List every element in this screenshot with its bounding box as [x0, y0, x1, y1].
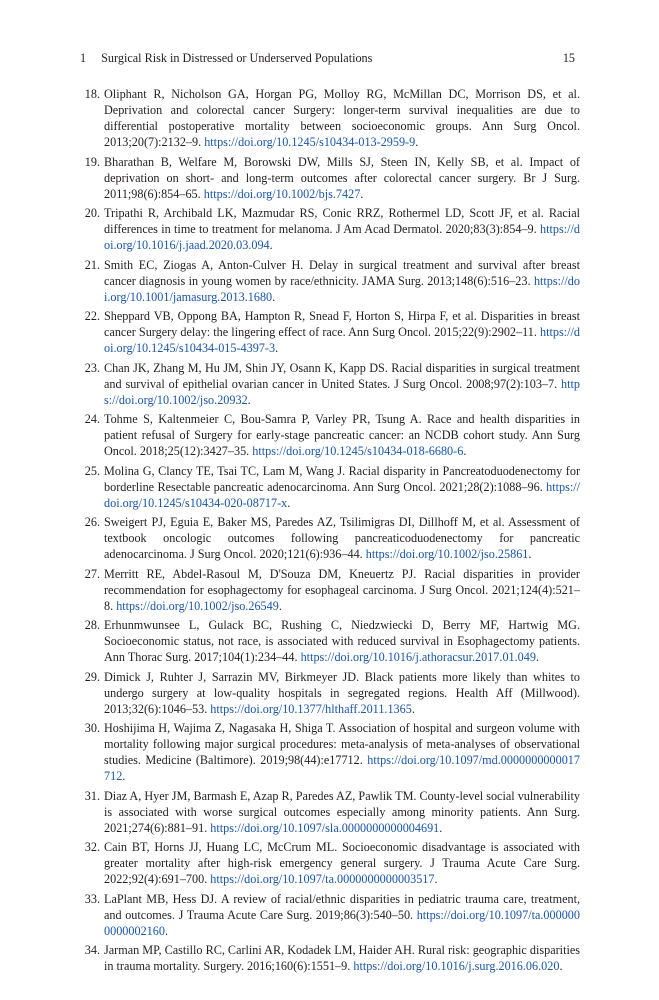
- reference-item: [80, 360, 580, 408]
- chapter-number: 1: [80, 51, 87, 65]
- reference-body: [104, 839, 580, 887]
- reference-body: [104, 669, 580, 717]
- reference-number: 31.: [84, 788, 100, 803]
- reference-body: [104, 411, 580, 459]
- reference-text: Tripathi R, Archibald LK, Mazmudar RS, Conic RRZ, Rothermel LD, Scott JF, et al. Racial differences in time to treatment for melanoma. J Am Acad Dermatol. 2020;83(3):854–9.: [104, 206, 580, 236]
- reference-item: [80, 154, 580, 202]
- reference-number: 29.: [84, 669, 100, 684]
- doi-link[interactable]: https://doi.org/10.1245/s10434-018-6680-6: [252, 444, 464, 458]
- reference-tail: .: [528, 547, 532, 561]
- reference-tail: .: [439, 820, 443, 835]
- doi-link[interactable]: https://doi.org/10.1097/md.0000000000017712: [104, 753, 580, 783]
- doi-link[interactable]: https://doi.org/10.1097/ta.0000000000003517: [210, 872, 435, 886]
- reference-text: Cain BT, Horns JJ, Huang LC, McCrum ML. Socioeconomic disadvantage is associated with greater mortality after high-risk emergency general surgery. J Trauma Acute Care Surg. 2022;92(4):691–700.: [104, 840, 580, 886]
- reference-tail: .: [559, 959, 563, 973]
- doi-link[interactable]: https://doi.org/10.1016/j.athoracsur.2017.01.049: [300, 650, 536, 664]
- reference-text: Smith EC, Ziogas A, Anton-Culver H. Delay in surgical treatment and survival after breast cancer diagnosis in young women by race/ethnicity. JAMA Surg. 2013;148(6):516–23.: [104, 257, 580, 288]
- reference-number: 18.: [84, 87, 100, 101]
- reference-text: Hoshijima H, Wajima Z, Nagasaka H, Shiga T. Association of hospital and surgeon volume with mortality following major surgical procedures: meta-analysis of meta-analyses of observational studies. Medicine (Baltimore). 2019;98(44):e17712.: [104, 721, 580, 767]
- doi-link[interactable]: https://doi.org/10.1245/s10434-020-08717-x: [104, 479, 580, 510]
- reference-number: 32.: [84, 840, 100, 854]
- doi-link[interactable]: https://doi.org/10.1245/s10434-013-2959-9: [204, 135, 416, 149]
- reference-text: Tohme S, Kaltenmeier C, Bou-Samra P, Varley PR, Tsung A. Race and health disparities in patient refusal of Surgery for early-stage pancreatic cancer: an NCDB cohort study. Ann Surg Oncol. 2018;25(12):3427–35.: [104, 412, 580, 458]
- reference-item: [80, 86, 580, 150]
- chapter-heading: [80, 50, 372, 66]
- reference-text: Jarman MP, Castillo RC, Carlini AR, Kodadek LM, Haider AH. Rural risk: geographic disparities in trauma mortality. Surgery. 2016;160(6):1551–9.: [104, 943, 580, 973]
- reference-body: [104, 891, 580, 939]
- reference-tail: .: [287, 495, 291, 510]
- reference-body: [104, 720, 580, 784]
- reference-tail: .: [122, 769, 126, 783]
- reference-body: [104, 514, 580, 562]
- reference-item: [80, 411, 580, 459]
- reference-item: [80, 308, 580, 356]
- reference-tail: .: [269, 238, 273, 252]
- reference-item: [80, 205, 580, 253]
- reference-body: [104, 788, 580, 836]
- doi-link[interactable]: https://doi.org/10.1002/jso.25861: [365, 547, 529, 561]
- reference-text: LaPlant MB, Hess DJ. A review of racial/ethnic disparities in pediatric trauma care, treatment, and outcomes. J Trauma Acute Care Surg. 2019;86(3):540–50.: [104, 891, 580, 922]
- reference-text: Bharathan B, Welfare M, Borowski DW, Mills SJ, Steen IN, Kelly SB, et al. Impact of deprivation on short- and long-term outcomes after colorectal cancer surgery. Br J Surg. 2011;98(6):854–65.: [104, 154, 580, 201]
- reference-text: Dimick J, Ruhter J, Sarrazin MV, Birkmeyer JD. Black patients more likely than whites to undergo surgery at low-quality hospitals in segregated regions. Health Aff (Millwood). 2013;32(6):1046–53.: [104, 669, 580, 716]
- reference-number: 34.: [84, 943, 100, 957]
- reference-item: [80, 891, 580, 939]
- doi-link[interactable]: https://doi.org/10.1245/s10434-015-4397-3: [104, 325, 580, 355]
- reference-tail: .: [415, 135, 419, 149]
- reference-body: [104, 360, 580, 408]
- reference-item: [80, 257, 580, 305]
- reference-text: Diaz A, Hyer JM, Barmash E, Azap R, Paredes AZ, Pawlik TM. County-level social vulnerability is associated with worse surgical outcomes especially among minority patients. Ann Surg. 2021;274(6):881–91.: [104, 788, 580, 835]
- reference-text: Sheppard VB, Oppong BA, Hampton R, Snead F, Horton S, Hirpa F, et al. Disparities in breast cancer Surgery delay: the lingering effect of race. Ann Surg Oncol. 2015;22(9):2902–11.: [104, 309, 580, 339]
- reference-body: [104, 257, 580, 305]
- reference-number: 22.: [84, 309, 100, 323]
- reference-number: 30.: [84, 721, 100, 735]
- reference-tail: .: [164, 923, 168, 938]
- reference-tail: .: [535, 650, 540, 664]
- reference-number: 23.: [84, 360, 100, 375]
- reference-body: [104, 154, 580, 202]
- reference-tail: .: [272, 289, 276, 304]
- reference-item: [80, 669, 580, 717]
- reference-item: [80, 566, 580, 614]
- reference-tail: .: [247, 392, 251, 407]
- doi-link[interactable]: https://doi.org/10.1377/hlthaff.2011.1365: [210, 701, 412, 716]
- reference-item: [80, 463, 580, 511]
- reference-number: 24.: [84, 412, 100, 426]
- doi-link[interactable]: https://doi.org/10.1016/j.jaad.2020.03.094: [104, 222, 580, 252]
- reference-item: [80, 617, 580, 665]
- reference-item: [80, 942, 580, 974]
- reference-text: Chan JK, Zhang M, Hu JM, Shin JY, Osann K, Kapp DS. Racial disparities in surgical treatment and survival of epithelial ovarian cancer in United States. J Surg Oncol. 2008;97(2):103–7.: [104, 360, 580, 391]
- reference-number: 27.: [84, 566, 100, 581]
- reference-number: 26.: [84, 515, 100, 529]
- doi-link[interactable]: https://doi.org/10.1002/jso.26549: [116, 598, 279, 613]
- doi-link[interactable]: https://doi.org/10.1002/bjs.7427: [203, 186, 361, 201]
- reference-body: [104, 308, 580, 356]
- doi-link[interactable]: https://doi.org/10.1001/jamasurg.2013.1680: [104, 273, 580, 304]
- reference-text: Molina G, Clancy TE, Tsai TC, Lam M, Wang J. Racial disparity in Pancreatoduodenectomy for borderline Resectable pancreatic adenocarcinoma. Ann Surg Oncol. 2021;28(2):1088–96.: [104, 463, 580, 494]
- doi-link[interactable]: https://doi.org/10.1097/ta.0000000000002160: [104, 907, 580, 938]
- reference-body: [104, 86, 580, 150]
- reference-tail: .: [434, 872, 438, 886]
- reference-body: [104, 566, 580, 614]
- reference-item: [80, 839, 580, 887]
- reference-number: 25.: [84, 463, 100, 478]
- reference-number: 19.: [84, 154, 100, 169]
- reference-body: [104, 942, 580, 974]
- reference-body: [104, 463, 580, 511]
- reference-number: 20.: [84, 206, 100, 220]
- doi-link[interactable]: https://doi.org/10.1097/sla.0000000000004691: [210, 820, 440, 835]
- reference-item: [80, 788, 580, 836]
- reference-number: 21.: [84, 257, 100, 272]
- reference-text: Erhunmwunsee L, Gulack BC, Rushing C, Niedzwiecki D, Berry MF, Hartwig MG. Socioeconomic status, not race, is associated with reduced survival in Esophagectomy patients. Ann Thorac Surg. 2017;104(1):234–44.: [104, 618, 580, 664]
- reference-tail: .: [411, 701, 415, 716]
- reference-text: Oliphant R, Nicholson GA, Horgan PG, Molloy RG, McMillan DC, Morrison DS, et al. Deprivation and colorectal cancer Surgery: longer-term survival inequalities are due to differential postoperative mortality between socioeconomic groups. Ann Surg Oncol. 2013;20(7):2132–9.: [104, 87, 580, 149]
- reference-tail: .: [360, 186, 364, 201]
- reference-text: Merritt RE, Abdel-Rasoul M, D'Souza DM, Kneuertz PJ. Racial disparities in provider recommendation for esophagectomy for esophageal carcinoma. J Surg Oncol. 2021;124(4):521–8.: [104, 566, 580, 613]
- reference-tail: .: [275, 341, 279, 355]
- doi-link[interactable]: https://doi.org/10.1016/j.surg.2016.06.020: [353, 959, 560, 973]
- reference-number: 33.: [84, 891, 100, 906]
- reference-tail: .: [463, 444, 467, 458]
- reference-body: [104, 617, 580, 665]
- reference-number: 28.: [84, 618, 100, 632]
- chapter-title: Surgical Risk in Distressed or Underserved Populations: [101, 51, 373, 65]
- doi-link[interactable]: https://doi.org/10.1002/jso.20932: [104, 376, 580, 407]
- reference-list: [80, 86, 580, 978]
- page-number: 15: [562, 51, 575, 65]
- reference-item: [80, 720, 580, 784]
- reference-item: [80, 514, 580, 562]
- reference-body: [104, 205, 580, 253]
- running-head: [80, 50, 575, 66]
- reference-text: Sweigert PJ, Eguia E, Baker MS, Paredes AZ, Tsilimigras DI, Dillhoff M, et al. Assessment of textbook oncologic outcomes following pancreaticoduodenectomy for pancreatic adenocarcinoma. J Surg Oncol. 2020;121(6):936–44.: [104, 515, 580, 561]
- reference-tail: .: [278, 598, 282, 613]
